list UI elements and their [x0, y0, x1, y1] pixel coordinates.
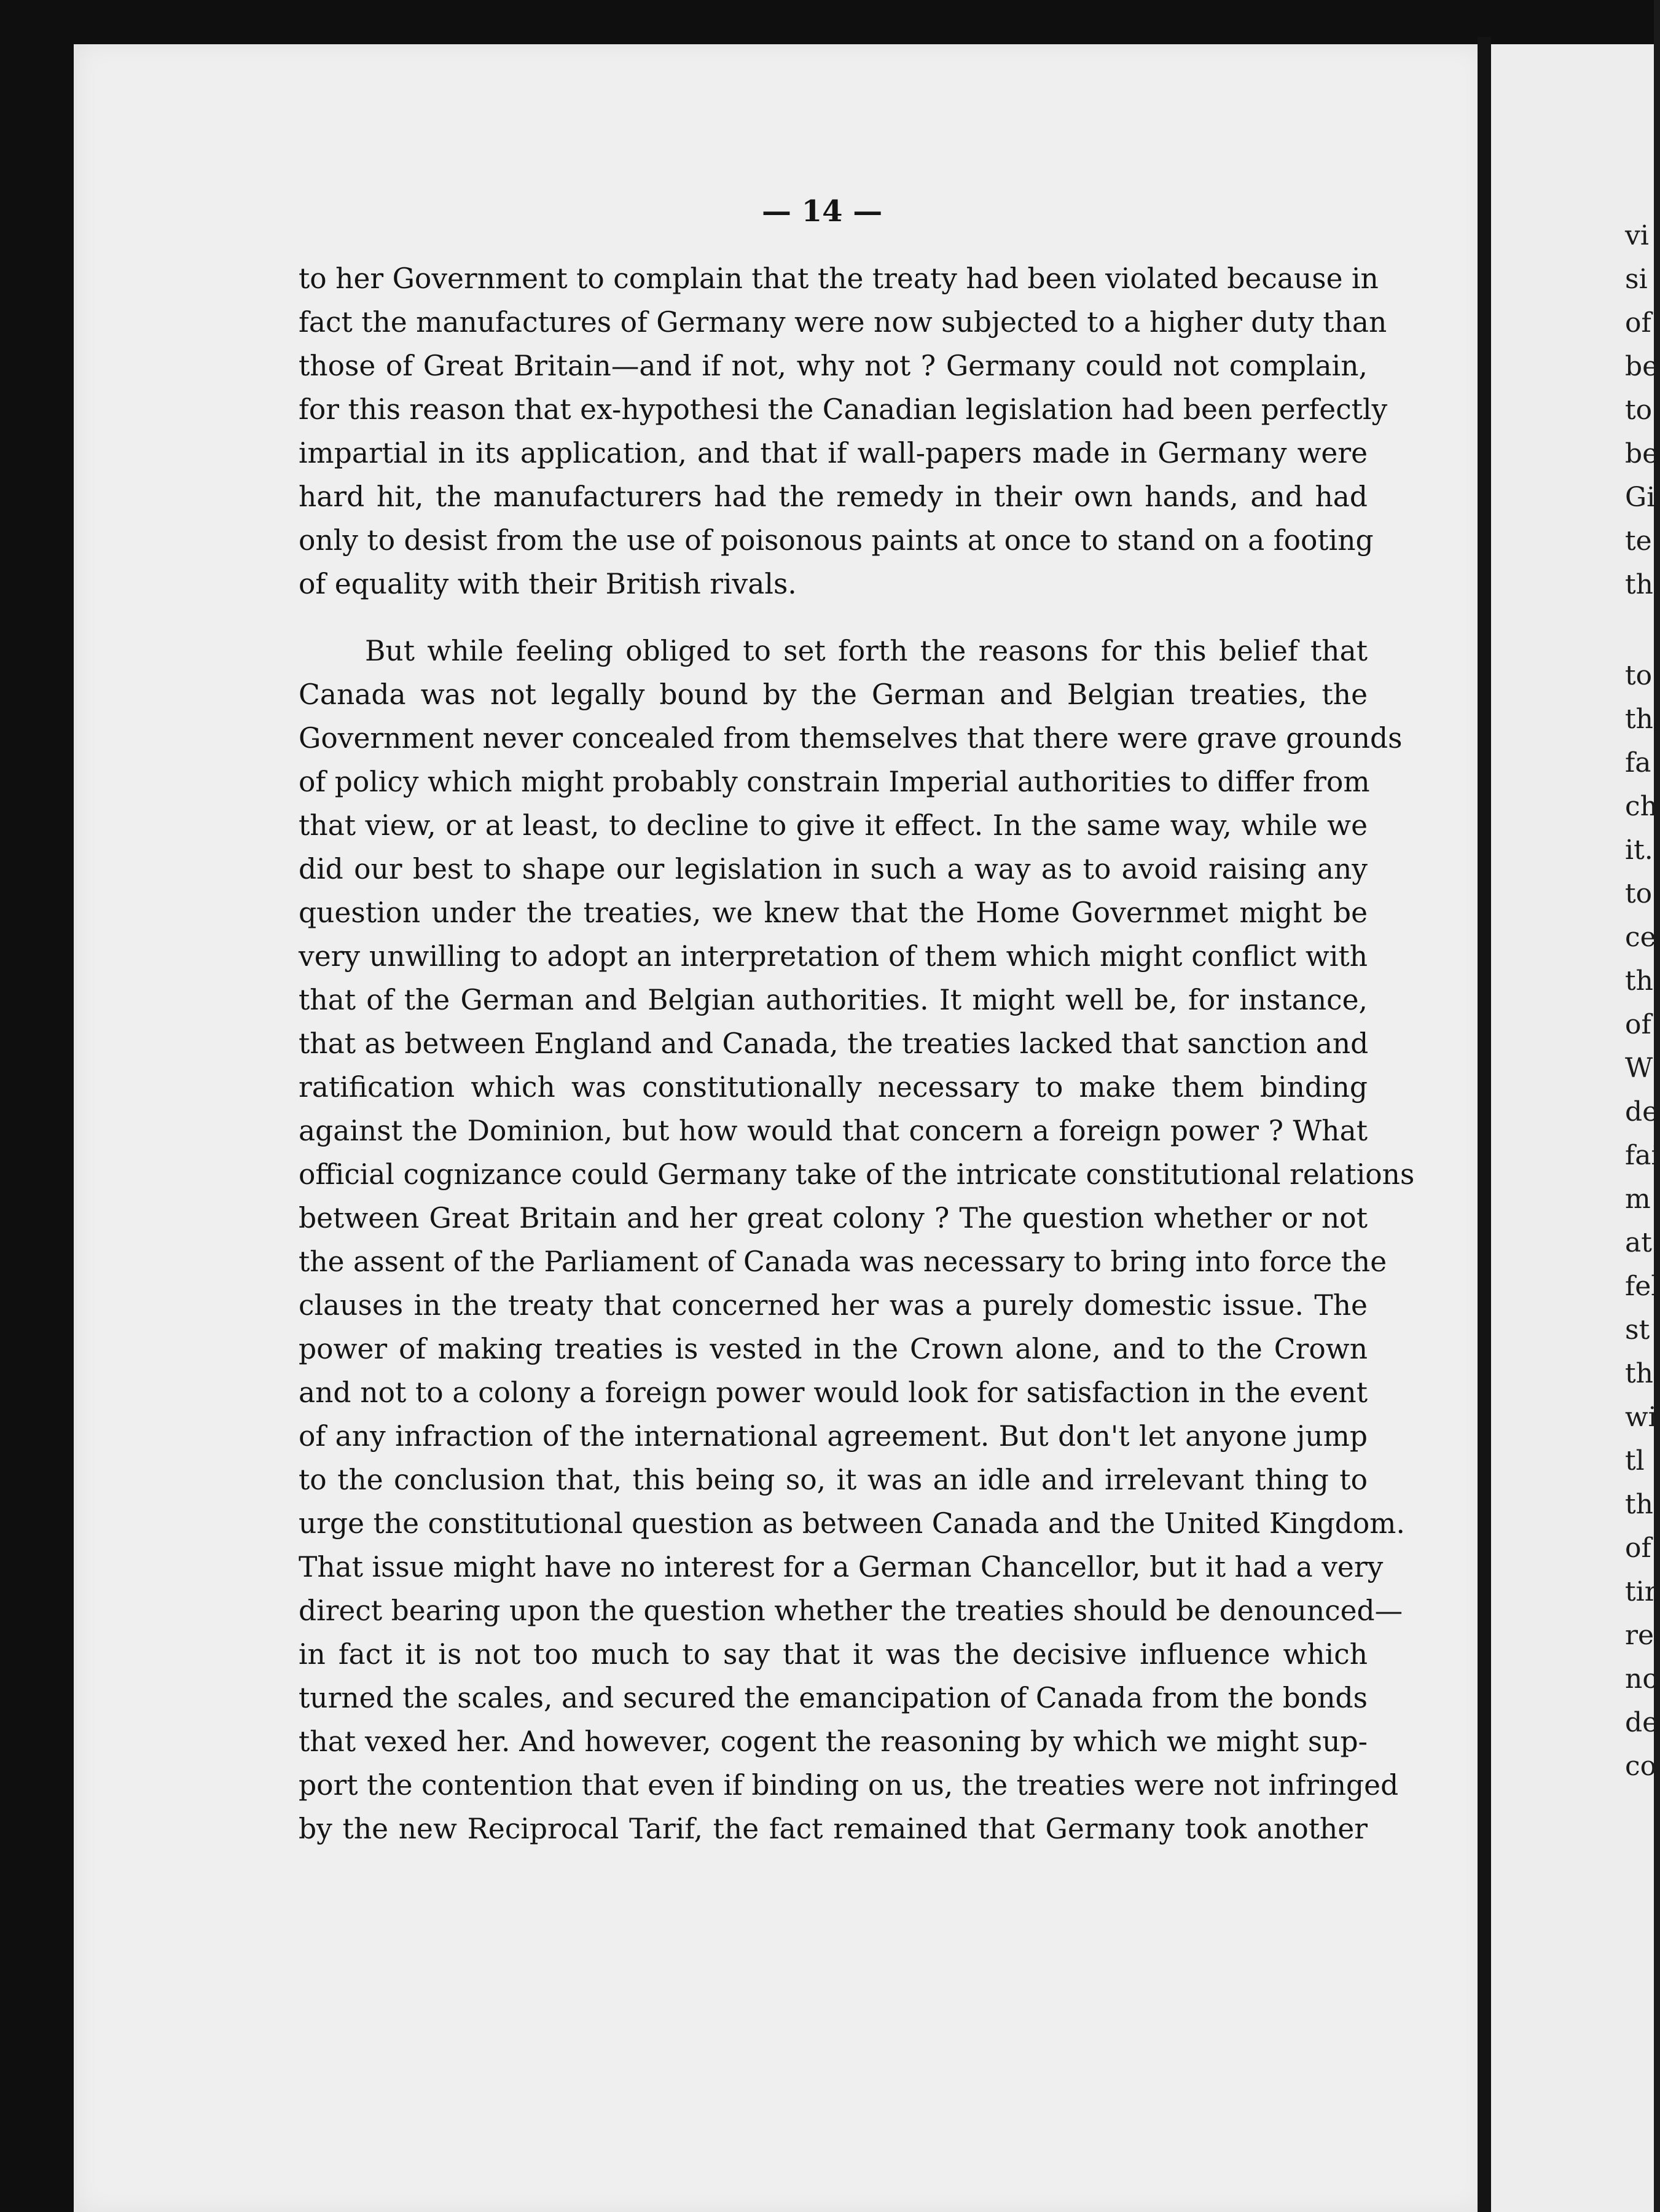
facing-page-fragment: wi [1625, 1402, 1657, 1433]
text-line: that as between England and Canada, the treaties lacked that sanction and [299, 1027, 1369, 1060]
facing-page-fragment: fa [1625, 747, 1651, 779]
facing-page-fragment: of [1625, 1532, 1651, 1564]
text-line: impartial in its application, and that if wall-papers made in Germany were [299, 437, 1368, 469]
text-line: the assent of the Parliament of Canada was necessary to bring into force the [299, 1245, 1387, 1278]
text-line: ratification which was constitutionally necessary to make them binding [299, 1071, 1368, 1104]
facing-page-fragment: th [1625, 704, 1654, 735]
text-line: of policy which might probably constrain Imperial authorities to differ from [299, 766, 1370, 798]
text-line: clauses in the treaty that concerned her was a purely domestic issue. The [299, 1289, 1368, 1322]
text-line: fact the manufactures of Germany were now subjected to a higher duty than [299, 306, 1387, 339]
facing-page-fragment: be [1625, 351, 1659, 382]
text-line: hard hit, the manufacturers had the remedy in their own hands, and had [299, 480, 1368, 513]
text-line: official cognizance could Germany take of the intricate constitutional relations [299, 1158, 1415, 1191]
text-line: for this reason that ex-hypothesi the Canadian legislation had been perfectly [299, 393, 1388, 426]
text-line: did our best to shape our legislation in such a way as to avoid raising any [299, 853, 1368, 885]
text-line: and not to a colony a foreign power would look for satisfaction in the event [299, 1376, 1368, 1409]
text-line: against the Dominion, but how would that concern a foreign power ? What [299, 1115, 1368, 1147]
text-line: those of Great Britain—and if not, why not ? Germany could not complain, [299, 350, 1368, 382]
facing-page-fragment: to [1625, 660, 1653, 691]
facing-page-fragment: of [1625, 307, 1651, 339]
text-line: only to desist from the use of poisonous paints at once to stand on a footing [299, 524, 1374, 557]
text-line: direct bearing upon the question whether the treaties should be denounced— [299, 1594, 1403, 1627]
text-line: of any infraction of the international agreement. But don't let anyone jump [299, 1420, 1368, 1453]
facing-page-fragment: be [1625, 438, 1659, 469]
text-line: urge the constitutional question as between Canada and the United Kingdom. [299, 1507, 1405, 1540]
text-line: port the contention that even if binding on us, the treaties were not infringed [299, 1769, 1399, 1802]
facing-page-fragment: de [1625, 1096, 1659, 1128]
facing-page-fragment: tir [1625, 1576, 1658, 1607]
text-line: That issue might have no interest for a German Chancellor, but it had a very [299, 1551, 1384, 1583]
facing-page-fragment: ch [1625, 791, 1658, 822]
facing-page-fragment: to [1625, 394, 1653, 426]
facing-page-fragment: fel [1625, 1271, 1660, 1302]
paragraph-2 [299, 629, 1415, 1851]
facing-page-fragment: ce [1625, 922, 1656, 953]
facing-page-fragment: te [1625, 525, 1652, 557]
paragraph-1 [299, 257, 1388, 606]
facing-page-fragment: th [1625, 965, 1654, 997]
facing-page-fragment: th [1625, 1358, 1654, 1389]
text-line: turned the scales, and secured the emancipation of Canada from the bonds [299, 1682, 1368, 1714]
facing-page-fragment: to [1625, 878, 1653, 909]
page-number: — 14 — [762, 194, 883, 229]
text-line: by the new Reciprocal Tarif, the fact remained that Germany took another [299, 1813, 1368, 1845]
facing-page-fragment: no [1625, 1663, 1659, 1695]
facing-page-fragment: tl [1625, 1445, 1645, 1477]
facing-page-fragment: th [1625, 1489, 1654, 1520]
text-line: to the conclusion that, this being so, it was an idle and irrelevant thing to [299, 1464, 1368, 1496]
text-line: that vexed her. And however, cogent the reasoning by which we might sup- [299, 1725, 1368, 1758]
facing-page-fragment: co [1625, 1751, 1657, 1782]
text-line: to her Government to complain that the treaty had been violated because in [299, 262, 1379, 295]
facing-page-fragment: m [1625, 1183, 1651, 1215]
text-line: of equality with their British rivals. [299, 568, 797, 600]
text-line: But while feeling obliged to set forth the reasons for this belief that [365, 635, 1368, 667]
text-line: between Great Britain and her great colony ? The question whether or not [299, 1202, 1368, 1234]
text-line: that view, or at least, to decline to give it effect. In the same way, while we [299, 809, 1368, 842]
text-line: Government never concealed from themselves that there were grave grounds [299, 722, 1403, 755]
text-line: very unwilling to adopt an interpretation of them which might conflict with [299, 940, 1368, 973]
facing-page-fragment: fai [1625, 1140, 1660, 1171]
scan-top-border [0, 0, 1654, 44]
facing-page-fragment: vi [1625, 220, 1649, 251]
scan-left-border [0, 0, 74, 2212]
text-line: question under the treaties, we knew that the Home Governmet might be [299, 896, 1368, 929]
facing-page-fragment: it. [1625, 834, 1653, 866]
facing-page-fragment: at [1625, 1227, 1652, 1258]
facing-page-fragment: si [1625, 264, 1648, 295]
text-line: Canada was not legally bound by the German and Belgian treaties, the [299, 678, 1368, 711]
facing-page-fragment: W [1625, 1053, 1653, 1084]
book-gutter [1478, 37, 1491, 2212]
text-line: power of making treaties is vested in the Crown alone, and to the Crown [299, 1333, 1368, 1365]
facing-page-fragment: re [1625, 1620, 1654, 1651]
facing-page-fragment: de [1625, 1707, 1659, 1738]
page-body-text [299, 257, 1415, 1851]
facing-page-fragment: of [1625, 1009, 1651, 1040]
facing-page-edge [1491, 44, 1660, 2212]
facing-page-fragment: th [1625, 569, 1654, 600]
text-line: that of the German and Belgian authorities. It might well be, for instance, [299, 984, 1368, 1016]
text-line: in fact it is not too much to say that it was the decisive influence which [299, 1638, 1368, 1671]
facing-page-fragment: st [1625, 1314, 1650, 1346]
facing-page-fragment: Gi [1625, 482, 1656, 513]
